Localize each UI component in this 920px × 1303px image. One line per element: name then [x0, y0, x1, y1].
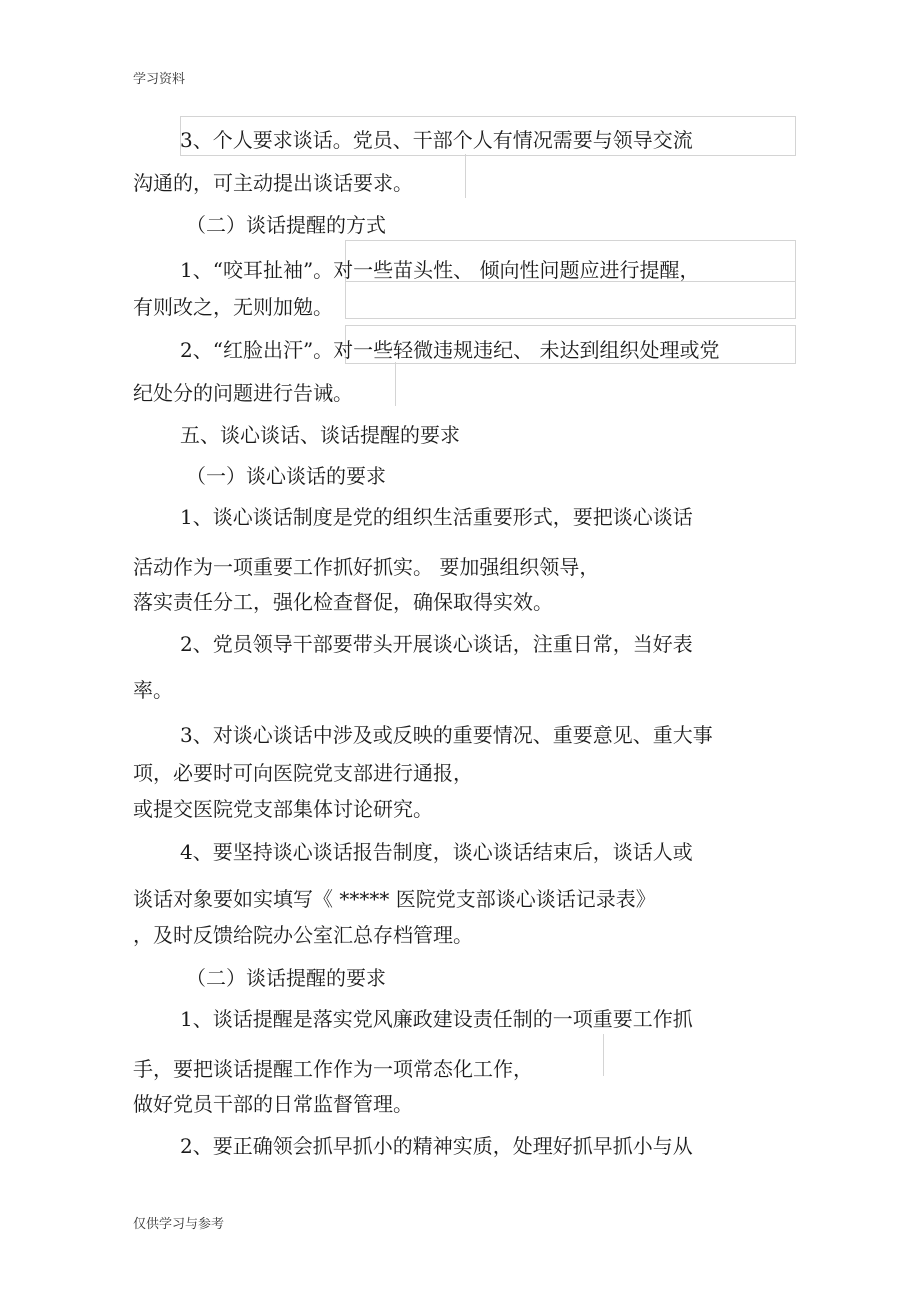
body-line: 做好党员干部的日常监督管理。	[133, 1092, 413, 1116]
body-line: 2、党员领导干部要带头开展谈心谈话，注重日常，当好表	[180, 632, 693, 656]
page-footer: 仅供学习与参考	[133, 1217, 225, 1232]
scan-frame	[345, 280, 796, 319]
body-line: 有则改之，无则加勉。	[133, 295, 333, 319]
body-line: 沟通的，可主动提出谈话要求。	[133, 171, 413, 195]
body-line: 手，要把谈话提醒工作作为一项常态化工作，	[133, 1057, 533, 1081]
body-line: 项，必要时可向医院党支部进行通报，	[133, 761, 473, 785]
body-line: 1、谈心谈话制度是党的组织生活重要形式，要把谈心谈话	[180, 505, 693, 529]
body-line: 2、要正确领会抓早抓小的精神实质，处理好抓早抓小与从	[180, 1134, 693, 1158]
body-line: 3、对谈心谈话中涉及或反映的重要情况、重要意见、重大事	[180, 723, 713, 747]
body-line: 活动作为一项重要工作抓好抓实。 要加强组织领导，	[133, 555, 600, 579]
body-line: 2、“红脸出汗”。对一些轻微违规违纪、 未达到组织处理或党	[180, 338, 720, 362]
body-line: 1、“咬耳扯袖”。对一些苗头性、 倾向性问题应进行提醒，	[180, 258, 700, 282]
page-header: 学习资料	[133, 72, 186, 87]
scan-frame-line	[395, 362, 396, 406]
body-line: 1、谈话提醒是落实党风廉政建设责任制的一项重要工作抓	[180, 1007, 693, 1031]
body-line: （二）谈话提醒的方式	[186, 213, 386, 237]
body-line: 落实责任分工，强化检查督促，确保取得实效。	[133, 590, 553, 614]
body-line: 纪处分的问题进行告诫。	[133, 381, 353, 405]
body-line: ，及时反馈给院办公室汇总存档管理。	[133, 923, 473, 947]
body-line: 4、要坚持谈心谈话报告制度，谈心谈话结束后，谈话人或	[180, 840, 693, 864]
body-line: 3、个人要求谈话。党员、干部个人有情况需要与领导交流	[180, 128, 693, 152]
subsection-heading: （二）谈话提醒的要求	[186, 966, 386, 990]
body-line: 率。	[133, 678, 173, 702]
body-line: 谈话对象要如实填写《 ***** 医院党支部谈心谈话记录表》	[133, 887, 656, 911]
subsection-heading: （一）谈心谈话的要求	[186, 464, 386, 488]
body-line: 或提交医院党支部集体讨论研究。	[133, 797, 433, 821]
section-heading: 五、谈心谈话、谈话提醒的要求	[180, 423, 460, 447]
scan-frame-line	[465, 154, 466, 198]
scan-frame-line	[603, 1034, 604, 1076]
